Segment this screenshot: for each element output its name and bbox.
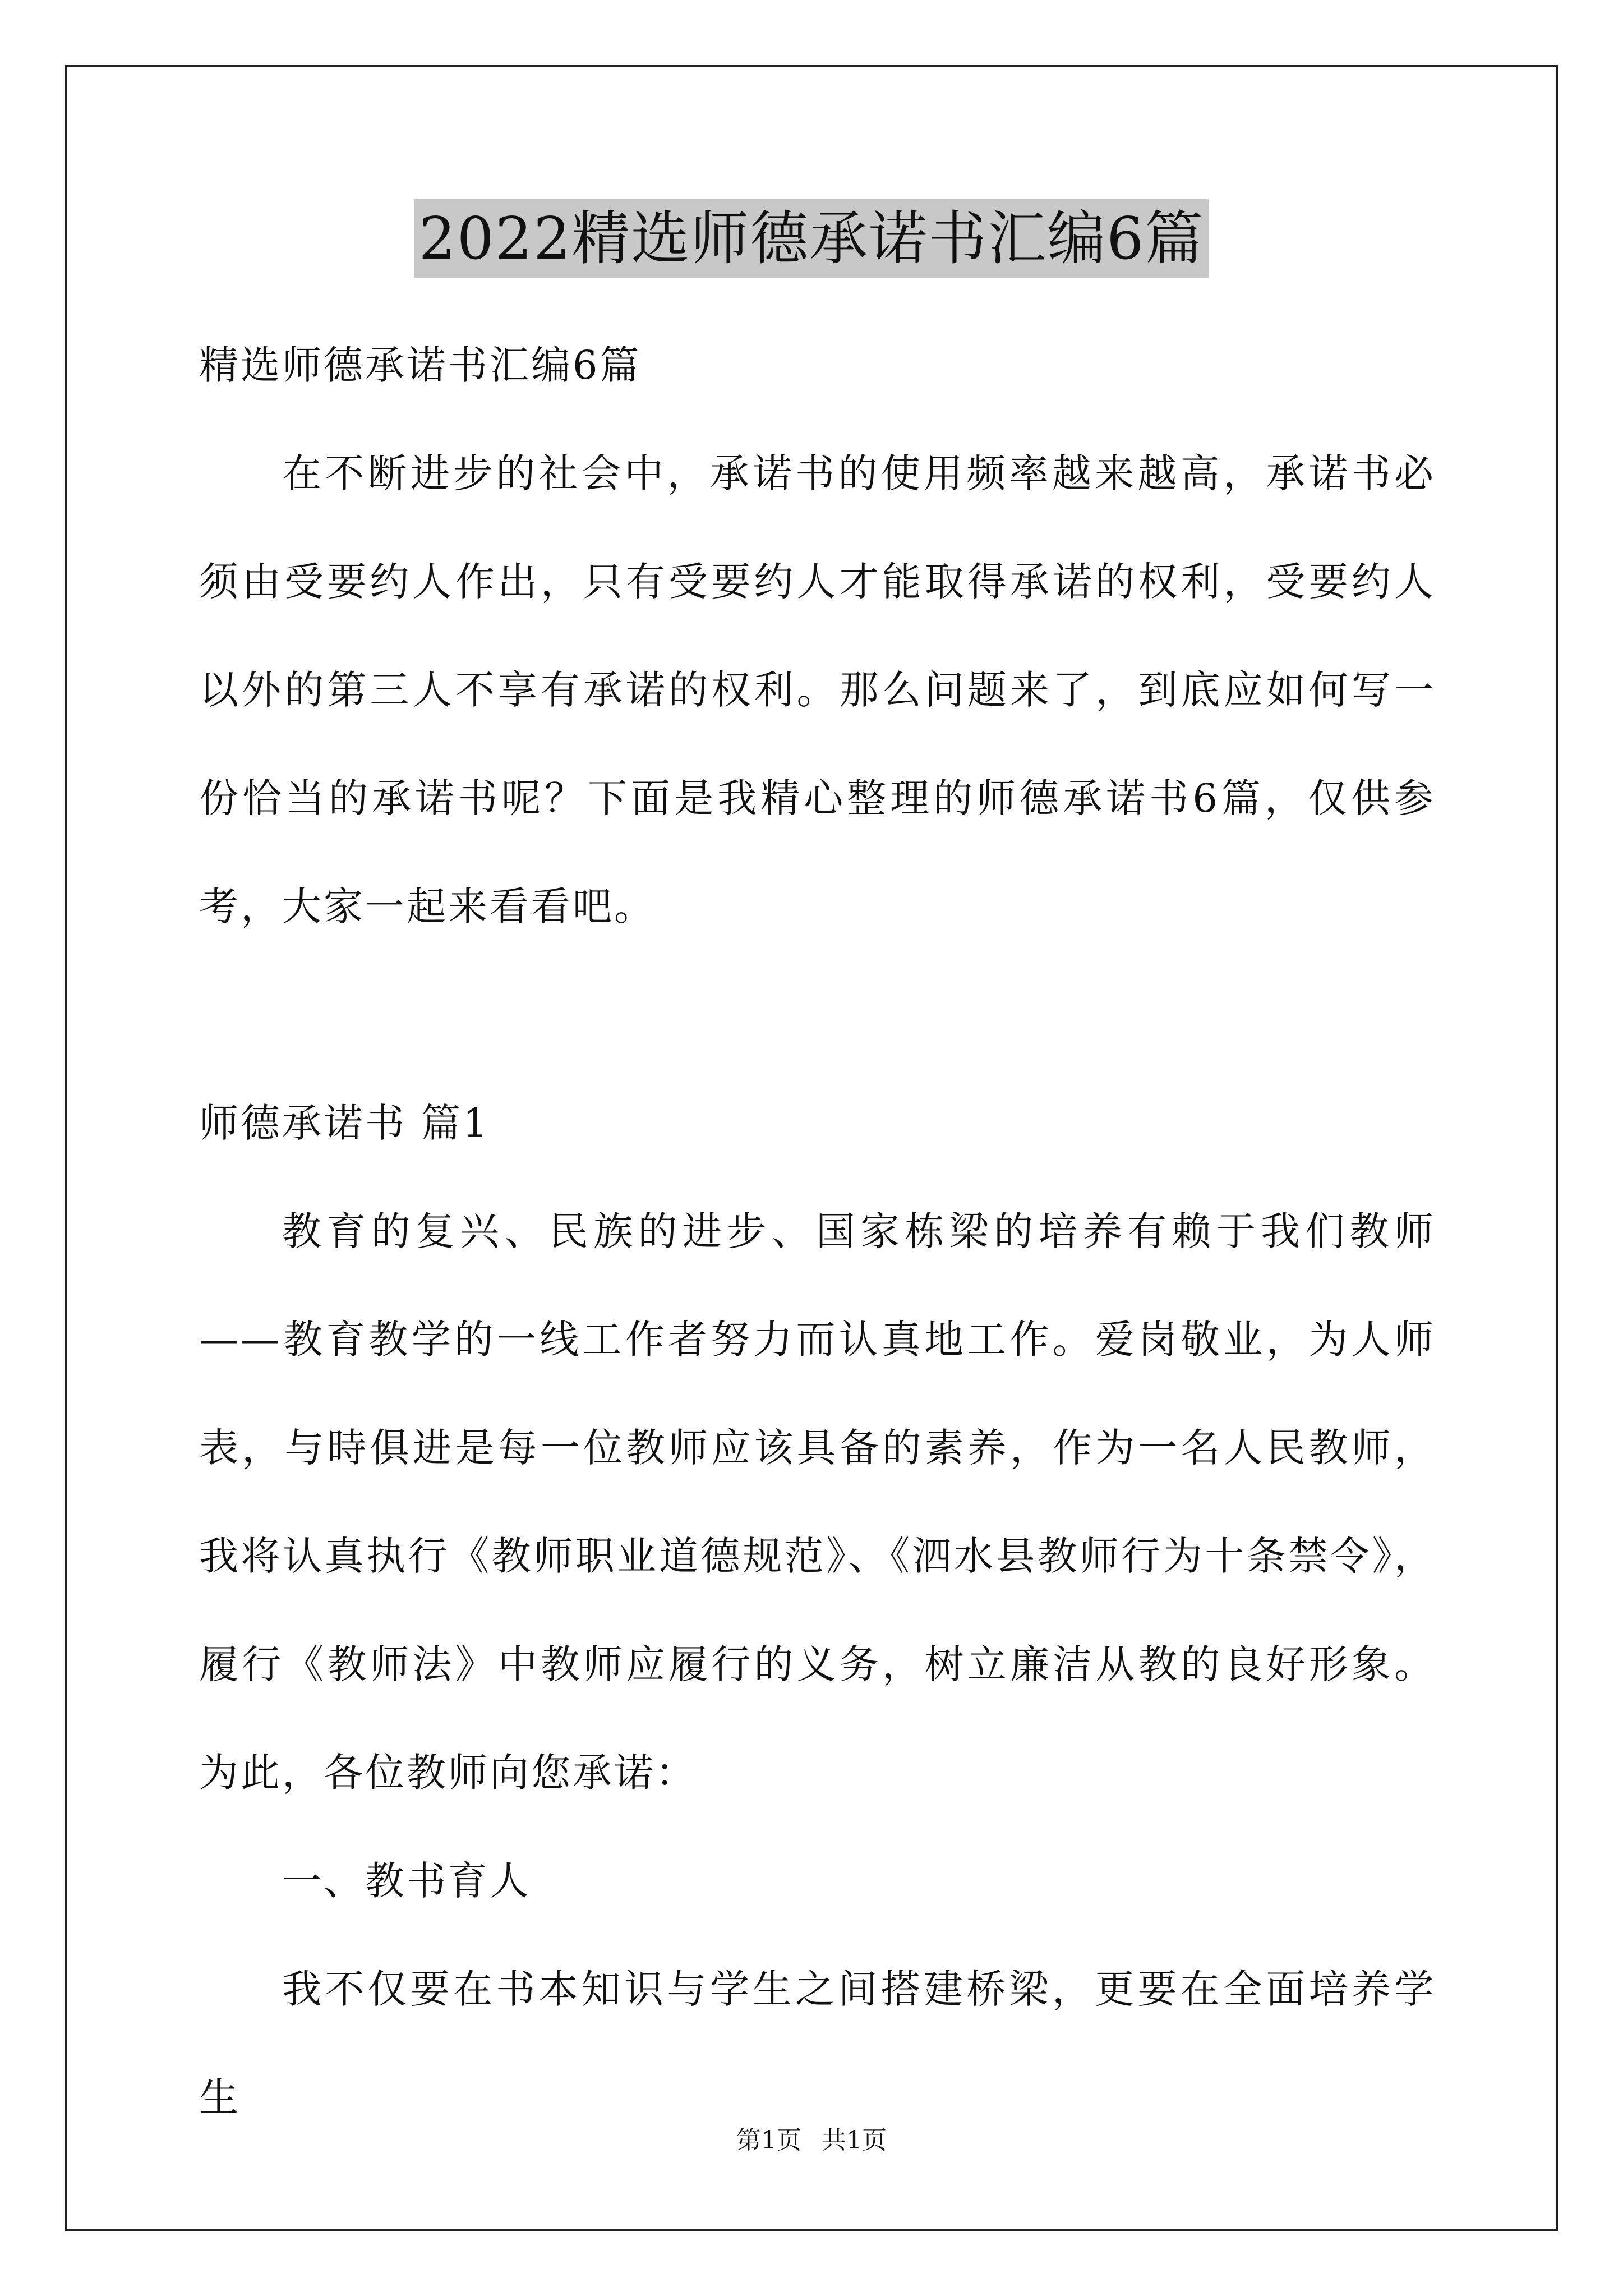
subheading: 一、教书育人: [282, 1858, 531, 1904]
section-paragraph: 教育的复兴、民族的进步、国家栋梁的培养有赖于我们教师——教育教学的一线工作者努力而认真地工作。爱岗敬业，为人师表，与時俱进是每一位教师应该具备的素养，作为一名人民教师，我将认真执行《教师职业道德规范》、《泗水县教师行为十条禁令》，履行《教师法》中教师应履行的义务，树立廉洁从教的良好形象。为此，各位教师向您承诺：: [199, 1208, 1436, 1796]
body-paragraph: 我不仅要在书本知识与学生之间搭建桥梁，更要在全面培养学生: [199, 1966, 1436, 2120]
intro-paragraph: 在不断进步的社会中，承诺书的使用频率越来越高，承诺书必须由受要约人作出，只有受要约人才能取得承诺的权利，受要约人以外的第三人不享有承诺的权利。那么问题来了，到底应如何写一份恰当的承诺书呢？下面是我精心整理的师德承诺书6篇，仅供参考，大家一起来看看吧。: [199, 450, 1436, 930]
page-footer: [0, 2124, 1623, 2157]
page-number: 第1页: [736, 2126, 801, 2155]
document-title: 2022精选师德承诺书汇编6篇: [414, 199, 1209, 278]
subtitle-paragraph: 精选师德承诺书汇编6篇: [199, 342, 642, 388]
title-wrap: [0, 199, 1623, 278]
section-heading: 师德承诺书 篇1: [199, 1100, 490, 1146]
paragraph-gap: [199, 961, 1436, 1069]
page-total: 共1页: [822, 2126, 887, 2155]
document-body: [199, 311, 1436, 2152]
